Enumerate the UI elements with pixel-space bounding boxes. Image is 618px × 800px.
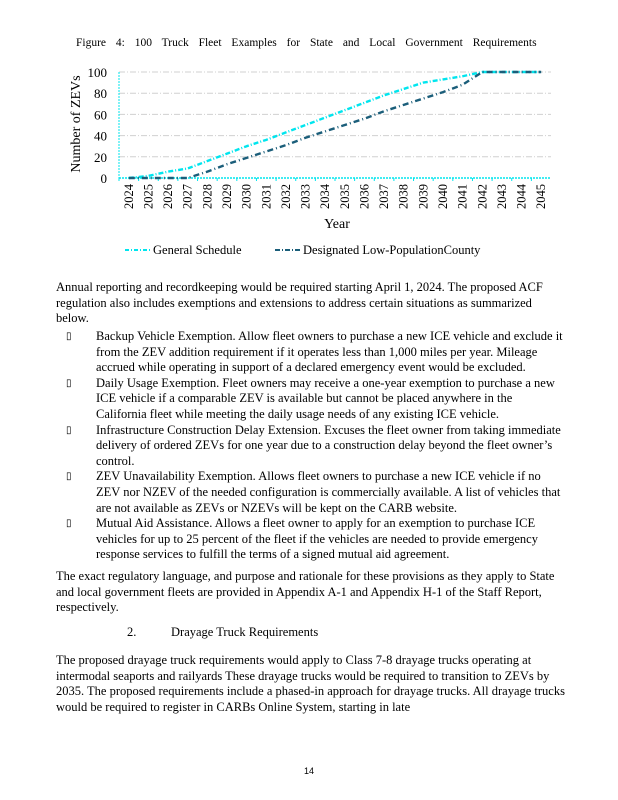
page-number: 14 [303,766,314,776]
list-item-text: ZEV Unavailability Exemption. Allows fleet owners to purchase a new ICE vehicle if no ZEV nor NZEV of the needed configuration is commercially available. A list of vehicles that are not available as ZEVs or NZEVs will be kept on the CARB website. [96,469,561,515]
bullet-icon: ▯ [66,424,72,436]
list-item [66,376,566,423]
list-item [66,329,566,376]
x-axis-label: Year [324,217,350,232]
x-tick-label: 2035 [337,184,352,209]
intro-paragraph: Annual reporting and recordkeeping would be required starting April 1, 2024. The proposed ACF regulation also includes exemptions and extensions to address certain situations as summarized below. [56,280,543,326]
x-tick-label: 2045 [534,184,549,209]
y-axis-label: Number of ZEVs [69,75,84,173]
y-tick-label: 100 [87,65,107,80]
list-item-text: Mutual Aid Assistance. Allows a fleet owner to apply for an exemption to purchase ICE vehicles for up to 25 percent of the fleet if the vehicles are needed to provide emergency response services to fulfill the terms of a signed mutual aid agreement. [96,516,538,562]
series-line-low-population-county [129,72,541,178]
x-tick-label: 2026 [161,184,176,209]
x-tick-label: 2025 [141,184,156,209]
zev-line-chart [0,55,618,270]
list-item-text: Daily Usage Exemption. Fleet owners may receive a one-year exemption to purchase a new ICE vehicle if a comparable ZEV is available but cannot be placed anywhere in the California fleet while meeting the daily usage needs of any existing ICE vehicle. [96,375,555,421]
bullet-icon: ▯ [66,377,72,389]
x-tick-label: 2036 [357,184,372,209]
section-title: Drayage Truck Requirements [171,625,319,639]
y-tick-label: 0 [100,171,107,186]
x-tick-label: 2030 [239,184,254,209]
y-tick-label: 80 [94,86,107,102]
x-tick-label: 2044 [514,184,529,209]
legend-label: Designated Low-PopulationCounty [303,243,481,257]
list-item-text: Infrastructure Construction Delay Extension. Excuses the fleet owner from taking immediate delivery of ordered ZEVs for one year due to a construction delay beyond the fleet owner’s control. [96,422,561,468]
x-tick-label: 2032 [278,184,293,209]
x-tick-label: 2028 [200,184,215,209]
y-tick-label: 60 [94,107,107,123]
x-tick-label: 2039 [416,184,431,209]
x-tick-label: 2041 [455,184,470,209]
x-tick-label: 2031 [259,184,274,209]
list-item [66,423,566,470]
section-number: 2. [127,625,137,639]
series-line-general-schedule [129,72,541,178]
bullet-icon: ▯ [66,471,72,483]
legend-label: General Schedule [153,243,242,257]
x-tick-label: 2034 [318,184,333,209]
x-tick-label: 2033 [298,184,313,209]
list-item-text: Backup Vehicle Exemption. Allow fleet owners to purchase a new ICE vehicle and exclude it from the ZEV addition requirement if it operates less than 1,000 miles per year. Mileage accrued while operating in support of a declared emergency event would be excluded. [96,329,563,375]
list-item [66,469,566,516]
figure-caption: Figure 4: 100 Truck Fleet Examples for State and Local Government Requirements [76,37,537,49]
drayage-paragraph: The proposed drayage truck requirements would apply to Class 7-8 drayage trucks operating at intermodal seaports and railyards These drayage trucks would be required to transition to ZEVs by 2035. The proposed requirements include a phased-in approach for drayage trucks. All drayage trucks would be required to register in CARBs Online System, starting in late [56,653,565,714]
x-tick-label: 2043 [494,184,509,209]
x-tick-label: 2038 [396,184,411,209]
x-tick-label: 2024 [121,184,136,209]
section-heading [127,625,318,640]
y-tick-label: 40 [94,128,107,144]
x-tick-label: 2029 [220,184,234,209]
x-tick-label: 2040 [436,184,450,209]
bullet-icon: ▯ [66,518,72,530]
list-item [66,516,566,563]
x-tick-label: 2042 [475,184,490,209]
x-tick-label: 2027 [180,184,195,209]
y-tick-label: 20 [94,149,107,165]
exemptions-list [66,329,566,563]
provisions-paragraph: The exact regulatory language, and purpose and rationale for these provisions as they apply to State and local government fleets are provided in Appendix A-1 and Appendix H-1 of the Staff Report, respectively. [56,569,555,615]
x-tick-label: 2037 [377,184,392,209]
bullet-icon: ▯ [66,331,72,342]
